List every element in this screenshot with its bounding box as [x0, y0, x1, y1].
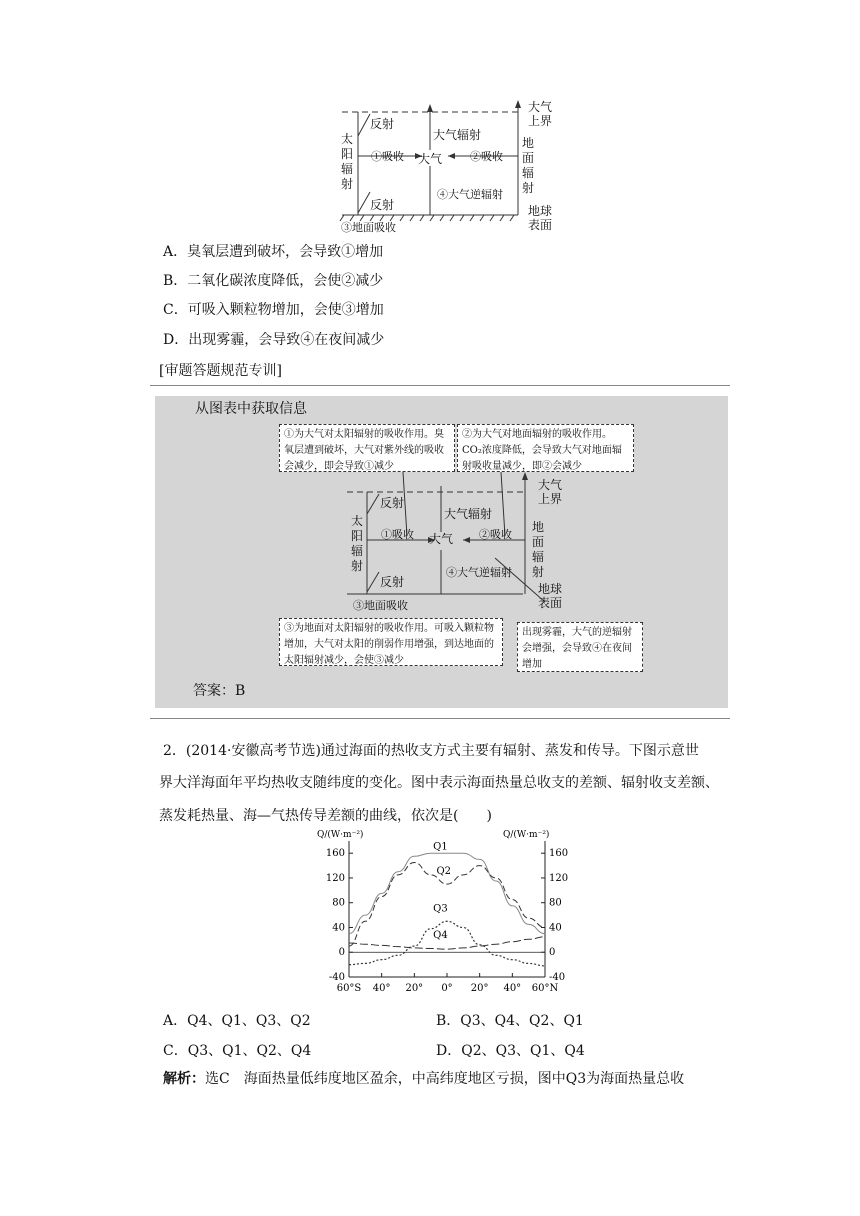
note-box-3-text: ③为地面对太阳辐射的吸收作用。可吸入颗粒物增加，大气对太阳的削弱作用增强，到达地面的太阳辐射减少，会使③减少 [284, 623, 494, 666]
series-label-q1: Q1 [433, 841, 448, 853]
label-counter-radiation: ④大气逆辐射 [437, 188, 503, 201]
panel-label-atm-radiation: 大气辐射 [444, 507, 493, 521]
x-tick-label: 40° [372, 983, 391, 994]
y-tick-label-right: 0 [549, 947, 556, 959]
series-label-q2: Q2 [436, 866, 452, 878]
ylabel-left: Q/(W·m⁻²) [317, 830, 364, 840]
analysis-line [163, 1068, 684, 1088]
option-d: D．出现雾霾，会导致④在夜间减少 [163, 332, 385, 348]
y-tick-label-right: 80 [549, 897, 562, 909]
panel-label-absorb2: ②吸收 [479, 528, 512, 541]
x-tick-label: 60°N [531, 983, 559, 994]
panel-label-ground-radiation: 地 面 辐 射 [532, 520, 545, 579]
panel-label-counter-radiation: ④大气逆辐射 [446, 566, 512, 579]
section-heading: [审题答题规范专训] [159, 363, 282, 379]
series-label-q3: Q3 [433, 903, 448, 915]
label-atm-radiation: 大气辐射 [433, 128, 482, 142]
x-tick-label: 60°S [336, 983, 362, 994]
label-absorb2: ②吸收 [470, 150, 503, 163]
panel-label-ground-absorb: ③地面吸收 [353, 599, 408, 612]
note-box-1 [279, 424, 455, 472]
x-tick-label: 20° [470, 983, 489, 994]
y-tick-label-right: 40 [549, 922, 562, 934]
y-tick-label-left: -40 [328, 972, 345, 983]
answer-text: 答案：B [193, 683, 246, 699]
note-box-2 [457, 424, 634, 472]
q2-option-b: B．Q3、Q4、Q2、Q1 [436, 1013, 584, 1029]
series-line-q3 [349, 921, 545, 966]
x-tick-label: 20° [405, 983, 424, 994]
y-tick-label-left: 0 [338, 947, 345, 959]
question2-line1: 2．(2014·安徽高考节选)通过海面的热收支方式主要有辐射、蒸发和传导。下图示意世 [163, 743, 699, 759]
question2-line3: 蒸发耗热量、海—气热传导差额的曲线，依次是( ) [159, 808, 492, 824]
panel-title: 从图表中获取信息 [195, 401, 307, 417]
q2-option-a: A．Q4、Q1、Q3、Q2 [163, 1013, 311, 1029]
y-tick-label-left: 40 [332, 922, 345, 934]
panel-label-reflect-top: 反射 [380, 496, 405, 510]
panel-label-reflect-bottom: 反射 [380, 575, 405, 589]
option-b: B．二氧化碳浓度降低，会使②减少 [163, 273, 384, 289]
label-reflect-bottom: 反射 [370, 198, 395, 212]
heat-budget-chart [315, 825, 575, 1005]
label-earth-surface: 地球 表面 [528, 204, 553, 232]
label-upper-boundary: 大气 上界 [528, 100, 553, 128]
y-tick-label-left: 80 [332, 897, 345, 909]
panel-label-earth-surface: 地球 表面 [538, 582, 563, 610]
x-tick-label: 40° [503, 983, 522, 994]
series-label-q4: Q4 [433, 930, 448, 941]
note-box-1-text: ①为大气对太阳辐射的吸收作用。臭氧层遭到破坏，大气对紫外线的吸收会减少，即会导致①减少 [284, 429, 444, 472]
option-c: C．可吸入颗粒物增加，会使③增加 [163, 302, 384, 318]
y-tick-label-right: -40 [549, 972, 566, 983]
label-solar-radiation: 太 阳 辐 射 [341, 132, 354, 191]
label-ground-absorb: ③地面吸收 [341, 221, 396, 234]
label-ground-radiation: 地 面 辐 射 [522, 136, 535, 195]
panel-label-upper-boundary: 大气 上界 [538, 478, 563, 506]
analysis-label: 解析： [163, 1071, 205, 1087]
option-a: A．臭氧层遭到破坏，会导致①增加 [163, 244, 384, 260]
note-box-2-text: ②为大气对地面辐射的吸收作用。CO₂浓度降低，会导致大气对地面辐射吸收量减少，即②会减少 [462, 429, 622, 472]
ylabel-right: Q/(W·m⁻²) [503, 830, 550, 840]
panel-label-atmosphere: 大气 [429, 532, 454, 546]
note-box-3 [279, 618, 503, 666]
y-tick-label-right: 160 [549, 848, 569, 860]
note-box-4-text: 出现雾霾，大气的逆辐射会增强，会导致④在夜间增加 [522, 627, 632, 670]
x-tick-label: 0° [441, 983, 453, 994]
analysis-panel [155, 396, 728, 708]
q2-option-d: D．Q2、Q3、Q1、Q4 [436, 1043, 585, 1059]
label-atmosphere: 大气 [418, 152, 443, 166]
note-box-4 [517, 622, 643, 672]
y-tick-label-right: 120 [549, 872, 569, 884]
divider-bottom [150, 718, 730, 719]
q2-option-c: C．Q3、Q1、Q2、Q4 [163, 1043, 312, 1059]
y-tick-label-left: 120 [325, 872, 345, 884]
question2-line2: 界大洋海面年平均热收支随纬度的变化。图中表示海面热量总收支的差额、辐射收支差额、 [159, 775, 719, 791]
divider-top [150, 385, 730, 386]
label-reflect-top: 反射 [370, 117, 395, 131]
panel-label-absorb1: ①吸收 [381, 528, 414, 541]
analysis-text: 选C 海面热量低纬度地区盈余，中高纬度地区亏损，图中Q3为海面热量总收 [205, 1071, 685, 1087]
label-absorb1: ①吸收 [371, 150, 404, 163]
y-tick-label-left: 160 [325, 848, 345, 860]
panel-label-solar-radiation: 太 阳 辐 射 [351, 514, 364, 573]
